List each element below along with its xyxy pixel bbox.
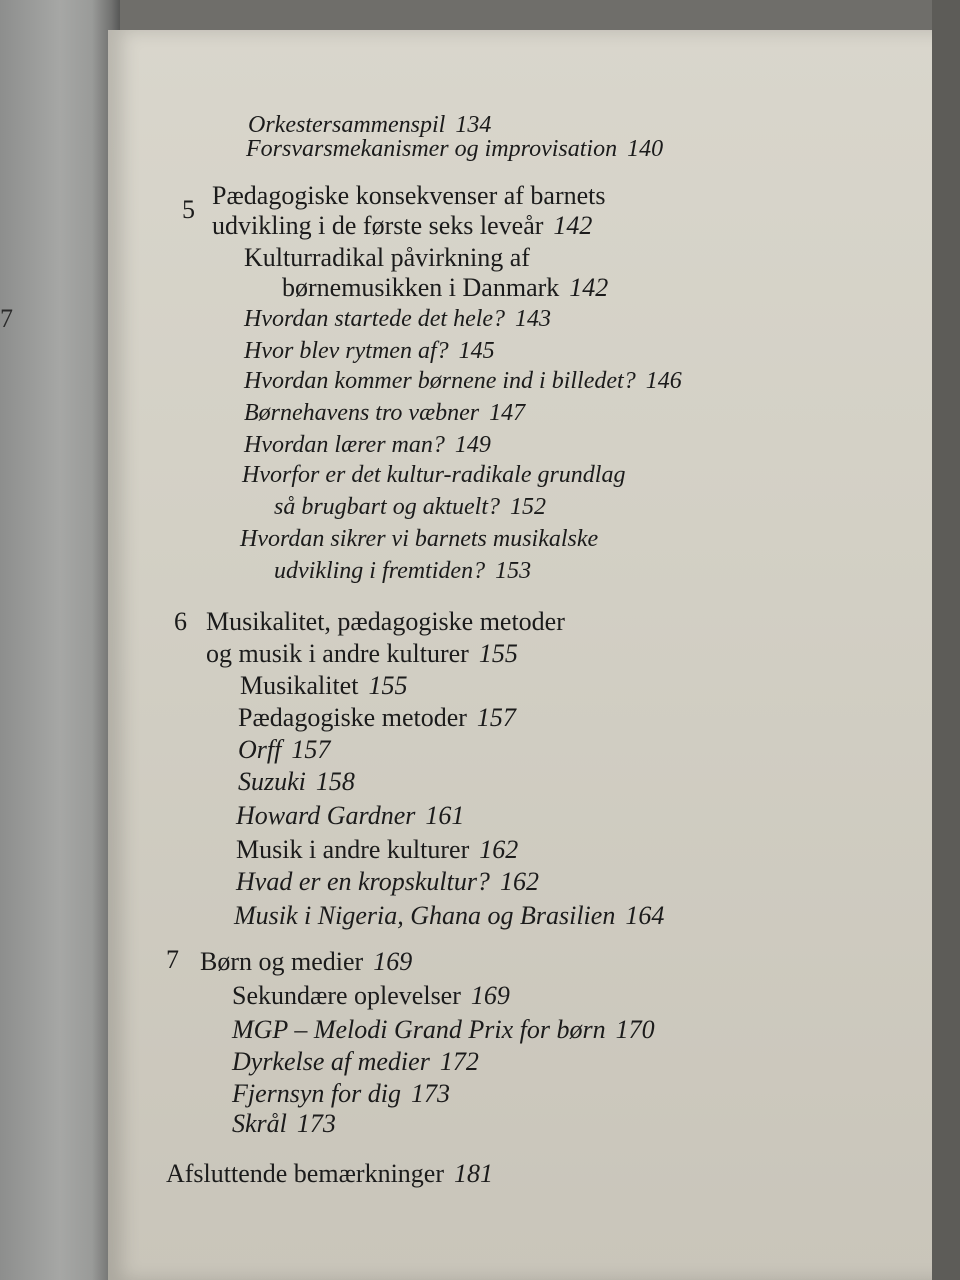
toc-entry[interactable]: Hvordan startede det hele? 143 xyxy=(244,306,552,332)
toc-entry[interactable]: så brugbart og aktuelt? 152 xyxy=(274,494,546,520)
right-shadow xyxy=(932,0,960,1280)
toc-chapter-title[interactable]: Pædagogiske konsekvenser af barnets xyxy=(212,181,606,210)
chapter-number-6: 6 xyxy=(174,607,187,636)
toc-chapter-title[interactable]: Afsluttende bemærkninger 181 xyxy=(166,1159,493,1188)
toc-entry[interactable]: Suzuki 158 xyxy=(238,767,355,796)
toc-entry[interactable]: Fjernsyn for dig 173 xyxy=(232,1079,450,1108)
toc-entry[interactable]: Hvad er en kropskultur? 162 xyxy=(236,867,539,896)
toc-entry[interactable]: Hvorfor er det kultur-radikale grundlag xyxy=(242,462,626,488)
toc-entry[interactable]: Skrål 173 xyxy=(232,1109,336,1138)
toc-entry[interactable]: Musik i andre kulturer 162 xyxy=(236,835,519,864)
toc-entry[interactable]: Dyrkelse af medier 172 xyxy=(232,1047,479,1076)
toc-entry[interactable]: Forsvarsmekanismer og improvisation 140 xyxy=(246,136,664,162)
toc-entry[interactable]: Hvordan sikrer vi barnets musikalske xyxy=(240,526,599,552)
toc-entry[interactable]: børnemusikken i Danmark 142 xyxy=(282,273,609,302)
toc-chapter-title[interactable]: Børn og medier 169 xyxy=(200,947,413,976)
toc-chapter-title[interactable]: udvikling i de første seks leveår 142 xyxy=(212,211,593,240)
toc-entry[interactable]: Hvordan lærer man? 149 xyxy=(244,432,491,458)
toc-entry[interactable]: Musik i Nigeria, Ghana og Brasilien 164 xyxy=(234,901,665,930)
toc-entry[interactable]: Orkestersammenspil 134 xyxy=(248,112,492,138)
toc-entry[interactable]: Kulturradikal påvirkning af xyxy=(244,243,530,272)
toc-entry[interactable]: Hvor blev rytmen af? 145 xyxy=(244,338,495,364)
left-page-fragment: 7 xyxy=(0,304,13,333)
toc-chapter-title[interactable]: Musikalitet, pædagogiske metoder xyxy=(206,607,565,636)
toc-entry[interactable]: Sekundære oplevelser 169 xyxy=(232,981,510,1010)
toc-entry[interactable]: MGP – Melodi Grand Prix for børn 170 xyxy=(232,1015,655,1044)
toc-chapter-title[interactable]: og musik i andre kulturer 155 xyxy=(206,639,518,668)
toc-entry[interactable]: Børnehavens tro væbner 147 xyxy=(244,400,526,426)
toc-entry[interactable]: udvikling i fremtiden? 153 xyxy=(274,558,532,584)
chapter-number-7: 7 xyxy=(166,945,179,974)
toc-entry[interactable]: Hvordan kommer børnene ind i billedet? 146 xyxy=(244,368,682,394)
toc-entry[interactable]: Musikalitet 155 xyxy=(240,671,408,700)
toc-entry[interactable]: Pædagogiske metoder 157 xyxy=(238,703,516,732)
toc-entry[interactable]: Orff 157 xyxy=(238,735,331,764)
toc-entry[interactable]: Howard Gardner 161 xyxy=(236,801,465,830)
chapter-number-5: 5 xyxy=(182,195,195,224)
